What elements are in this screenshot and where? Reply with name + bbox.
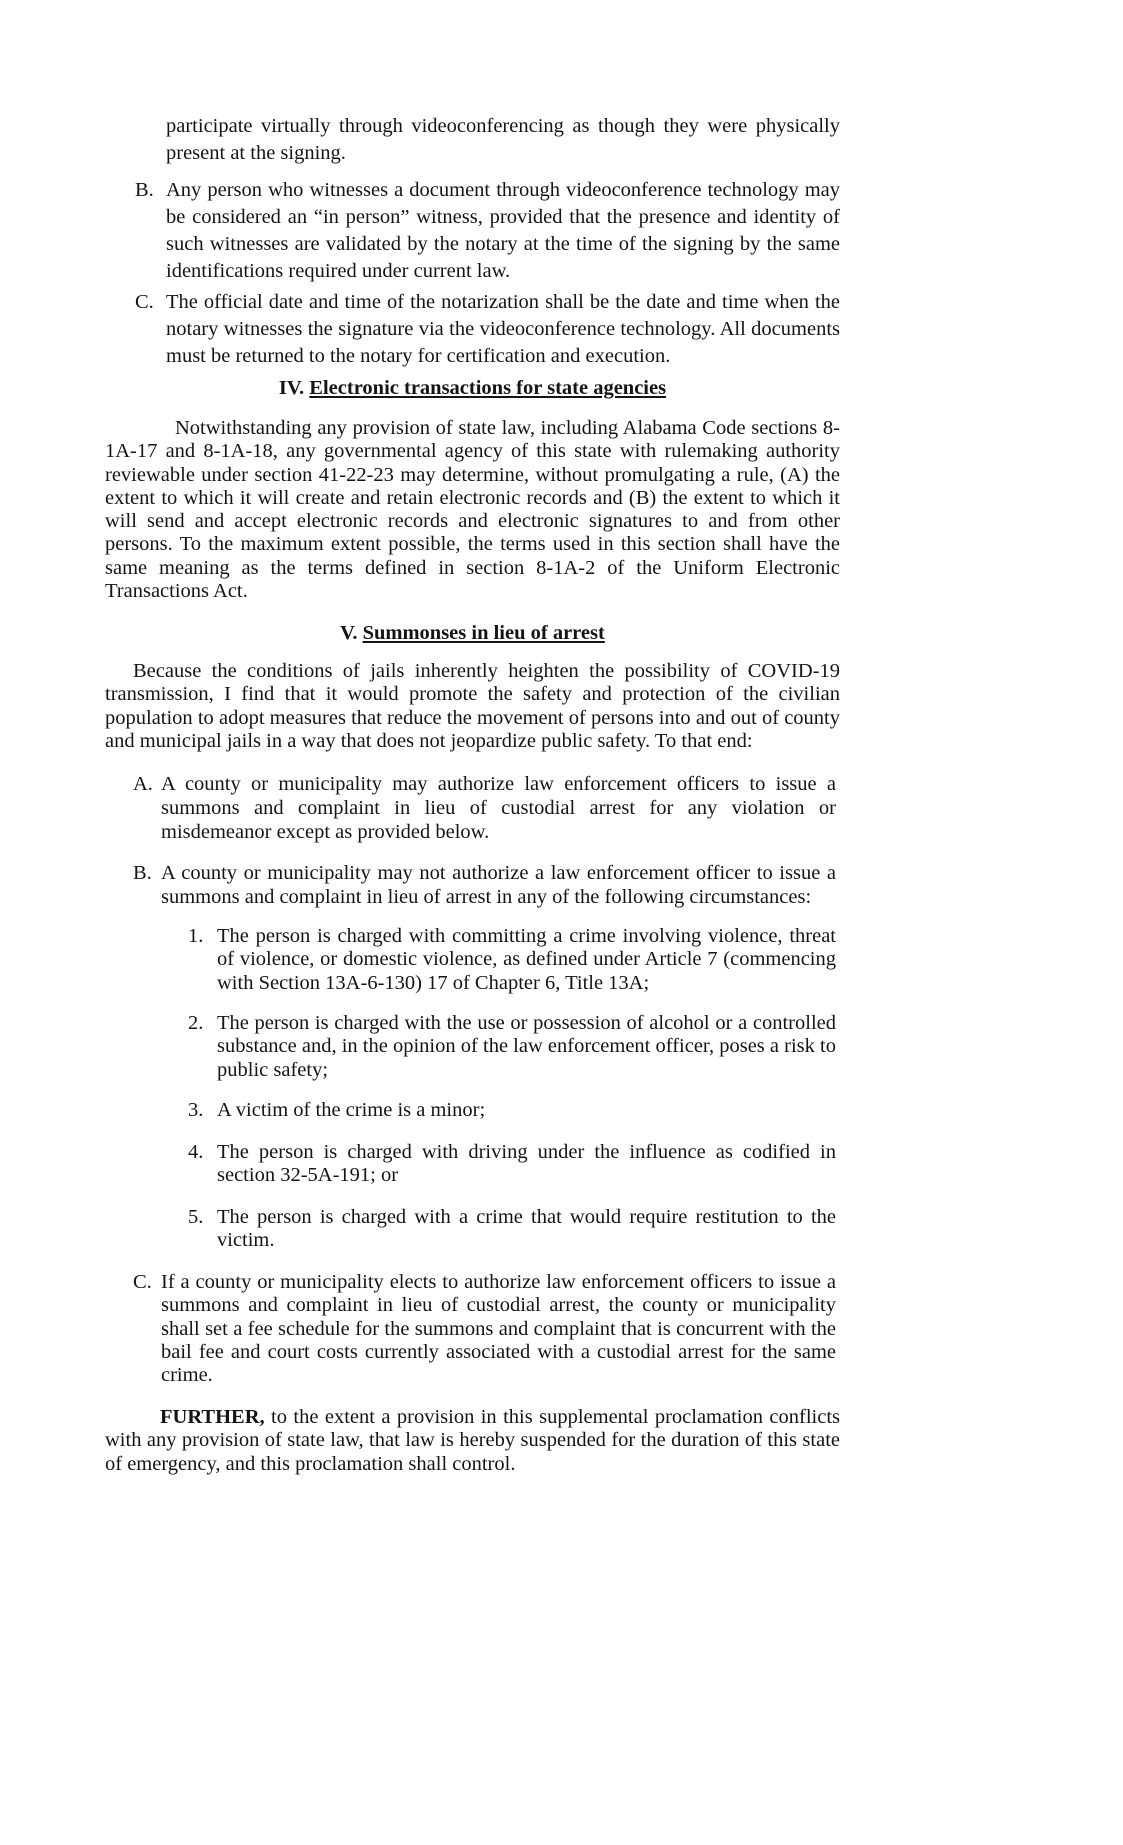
subitem-marker: 3. — [188, 1099, 204, 1121]
subitem-text: The person is charged with driving under the influence as codified in section 32-5A-191; or — [217, 1141, 836, 1187]
notary-item-c — [135, 289, 840, 370]
subitem-text: A victim of the crime is a minor; — [217, 1099, 486, 1121]
circumstance-4 — [188, 1141, 836, 1188]
further-lead: FURTHER, — [160, 1406, 265, 1428]
subitem-marker: 2. — [188, 1012, 204, 1034]
subitem-marker: 4. — [188, 1141, 204, 1163]
circumstance-1 — [188, 925, 836, 995]
further-paragraph — [105, 1406, 840, 1476]
notary-item-b — [135, 177, 840, 285]
circumstance-3 — [188, 1099, 836, 1122]
subitem-marker: 1. — [188, 925, 204, 947]
item-text: The official date and time of the notarization shall be the date and time when the notary witnesses the signature via the videoconference technology. All documents must be returned to the notary for certification and execution. — [166, 291, 840, 367]
circumstance-2 — [188, 1012, 836, 1082]
item-text: A county or municipality may authorize law enforcement officers to issue a summons and complaint in lieu of custodial arrest for any violation or misdemeanor except as provided below. — [161, 773, 836, 843]
section-title: Summonses in lieu of arrest — [362, 622, 605, 644]
item-marker: C. — [135, 291, 154, 313]
item-text: If a county or municipality elects to authorize law enforcement officers to issue a summons and complaint in lieu of custodial arrest, the county or municipality shall set a fee schedule for the summons and complaint that is concurrent with the bail fee and court costs currently associated with a custodial arrest for the same crime. — [161, 1271, 836, 1387]
subitem-marker: 5. — [188, 1206, 204, 1228]
summons-item-c — [133, 1271, 836, 1387]
item-marker: B. — [133, 862, 152, 884]
item-text: A county or municipality may not authorize a law enforcement officer to issue a summons and complaint in lieu of arrest in any of the following circumstances: — [161, 862, 836, 908]
section-title: Electronic transactions for state agencies — [309, 377, 667, 399]
subitem-text: The person is charged with the use or possession of alcohol or a controlled substance and, in the opinion of the law enforcement officer, poses a risk to public safety; — [217, 1012, 836, 1081]
item-marker: C. — [133, 1271, 152, 1293]
summons-item-a — [133, 772, 836, 844]
subitem-text: The person is charged with a crime that would require restitution to the victim. — [217, 1206, 836, 1252]
section-v-intro: Because the conditions of jails inherently heighten the possibility of COVID-19 transmission, I find that it would promote the safety and protection of the civilian population to adopt measures that reduce the movement of persons into and out of county and municipal jails in a way that does not jeopardize public safety. To that end: — [105, 660, 840, 752]
section-numeral: V. — [340, 622, 358, 644]
item-marker: B. — [135, 179, 154, 201]
section-iv-body: Notwithstanding any provision of state law, including Alabama Code sections 8-1A-17 and 8-1A-18, any governmental agency of this state with rulemaking authority reviewable under section 41-22-23 may determine, without promulgating a rule, (A) the extent to which it will create and retain electronic records and (B) the extent to which it will send and accept electronic records and electronic signatures to and from other persons. To the maximum extent possible, the terms used in this section shall have the same meaning as the terms defined in section 8-1A-2 of the Uniform Electronic Transactions Act. — [105, 417, 840, 603]
section-v-heading — [105, 620, 840, 647]
continued-paragraph: participate virtually through videoconferencing as though they were physically present at the signing. — [166, 115, 840, 164]
item-text: Any person who witnesses a document through videoconference technology may be considered an “in person” witness, provided that the presence and identity of such witnesses are validated by the notary at the time of the signing by the same identifications required under current law. — [166, 179, 840, 282]
subitem-text: The person is charged with committing a crime involving violence, threat of violence, or domestic violence, as defined under Article 7 (commencing with Section 13A-6-130) 17 of Chapter 6, Title 13A; — [217, 925, 836, 994]
summons-item-b — [133, 861, 836, 909]
item-marker: A. — [133, 773, 153, 795]
circumstance-5 — [188, 1206, 836, 1253]
section-numeral: IV. — [278, 377, 305, 399]
section-iv-heading — [105, 375, 840, 402]
further-text: to the extent a provision in this supplemental proclamation conflicts with any provision of state law, that law is hereby suspended for the duration of this state of emergency, and this proclamation shall control. — [105, 1406, 840, 1475]
